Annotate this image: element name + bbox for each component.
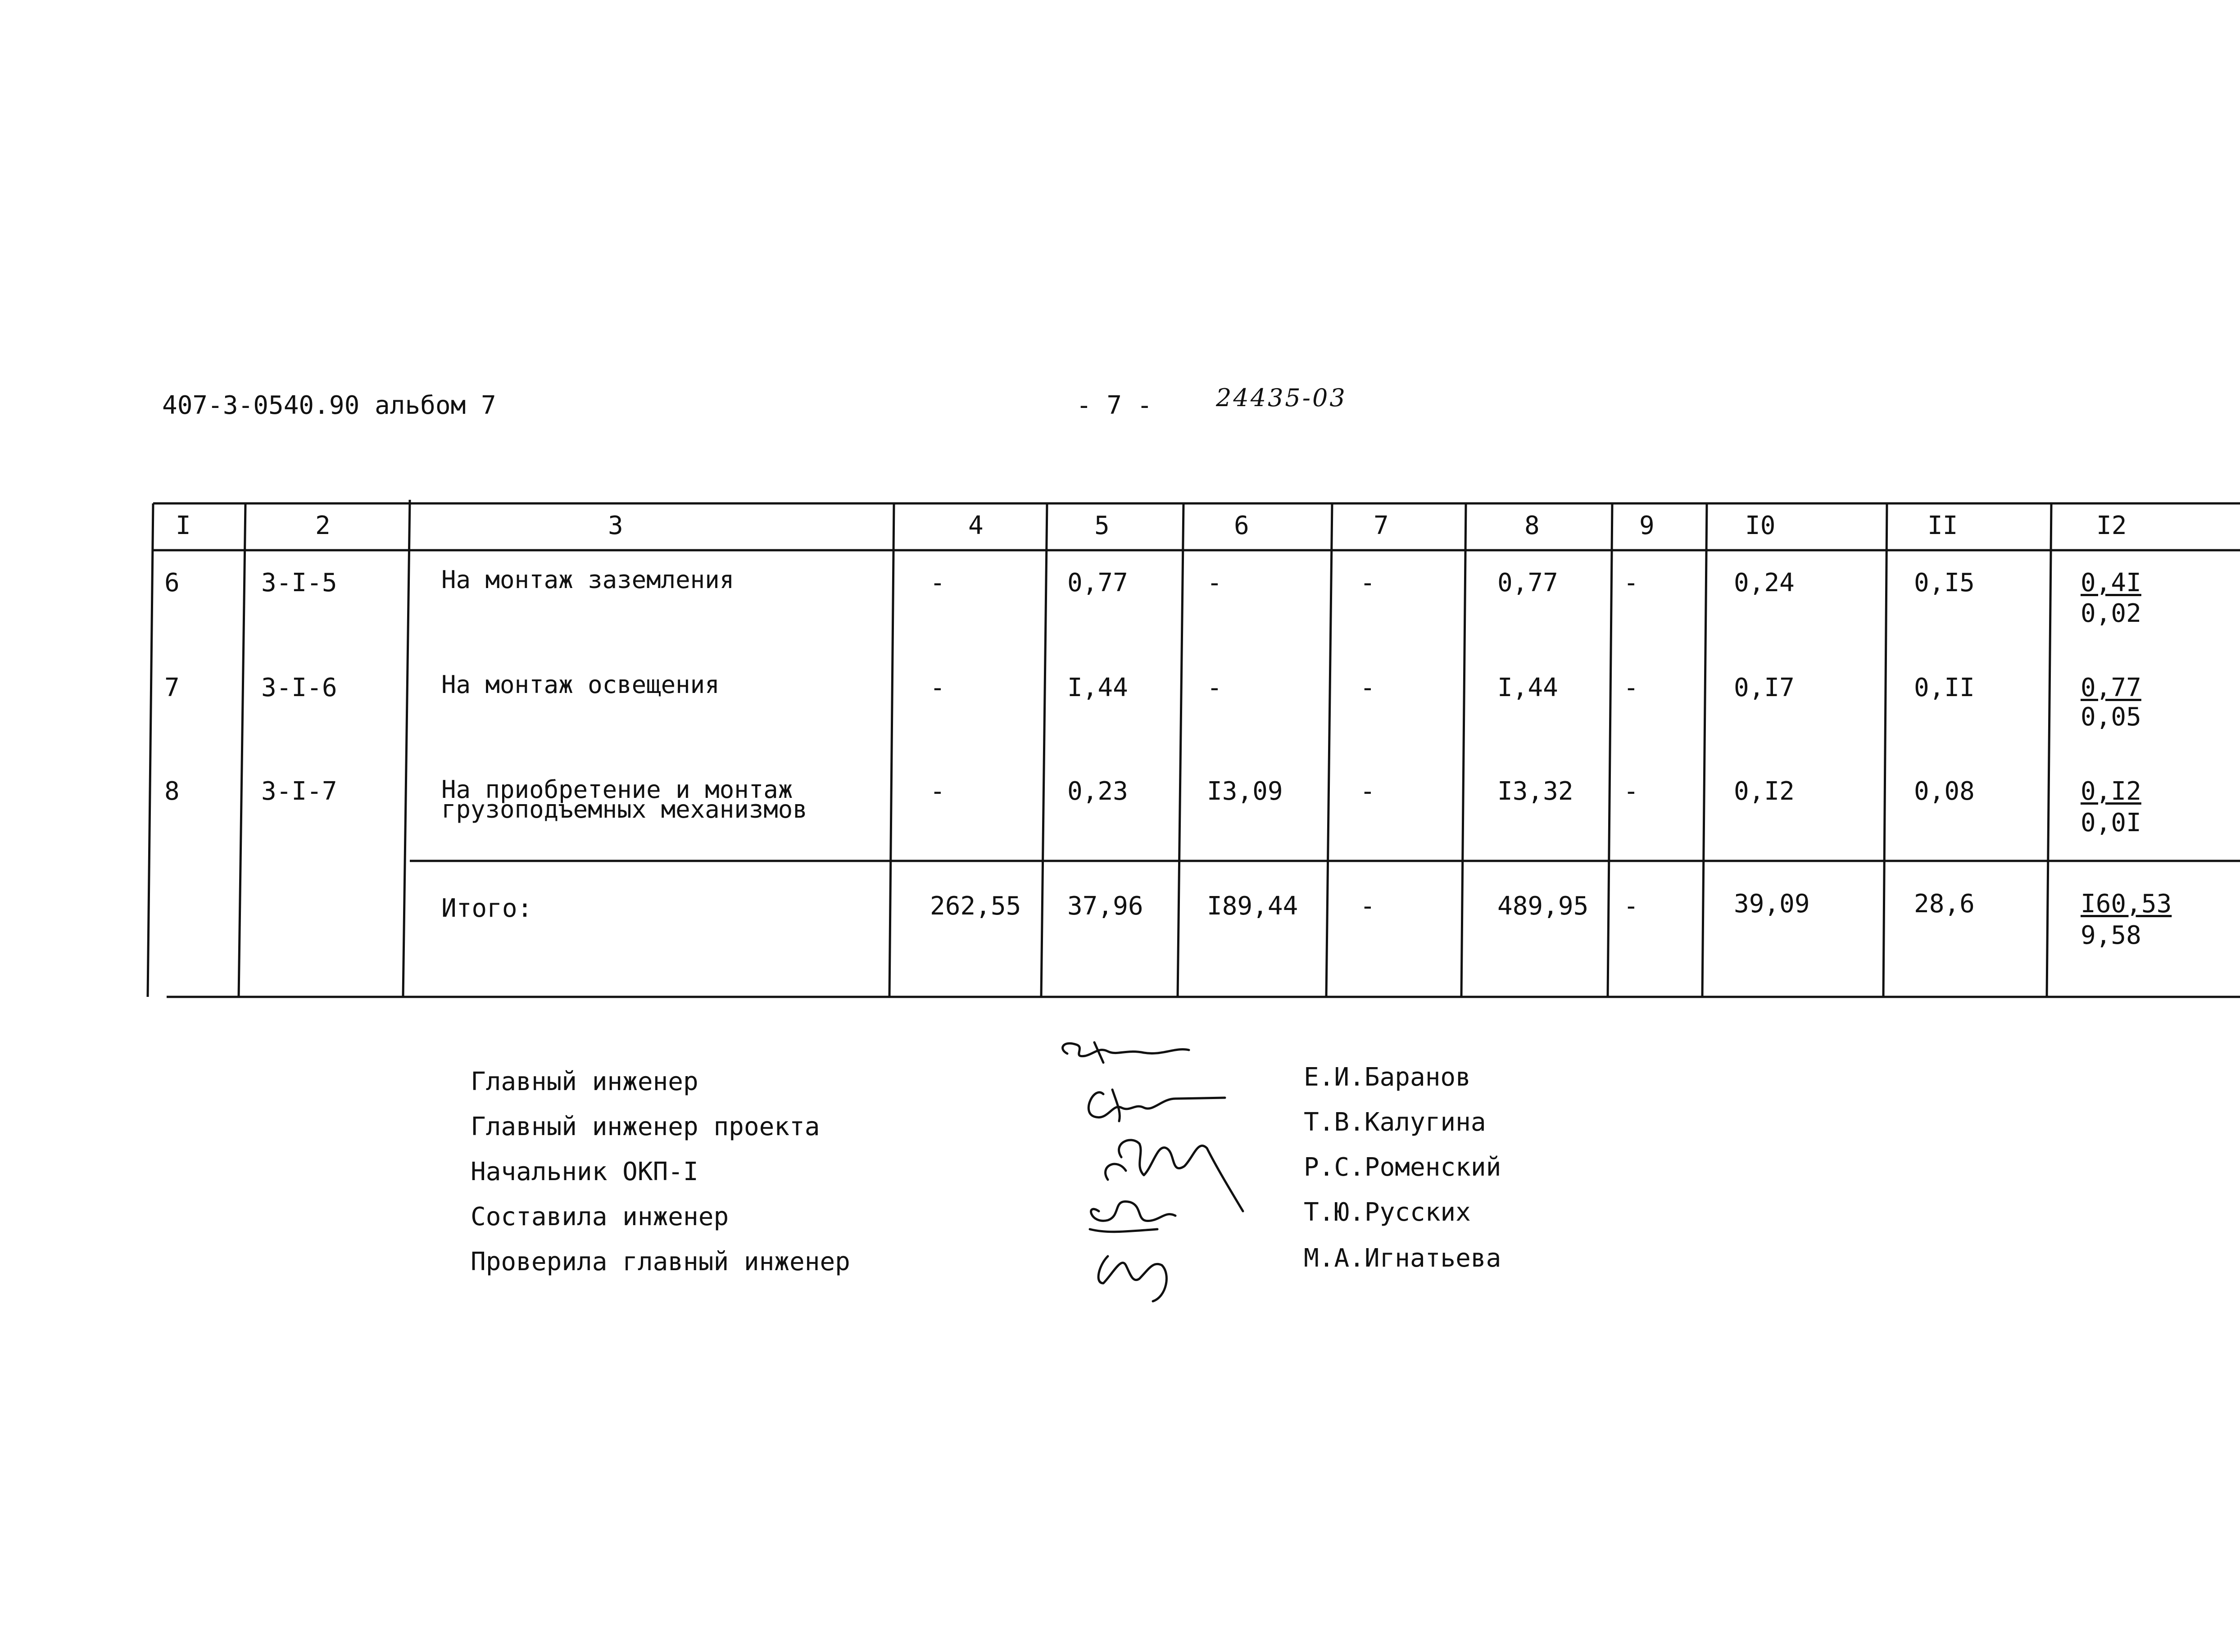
row-7-code: 3-I-6 [261,673,337,702]
col-header-2: 2 [315,511,331,540]
signature-name-4: Т.Ю.Русских [1304,1198,1471,1227]
total-c4: 262,55 [930,892,1021,921]
row-8-num: 8 [164,777,180,806]
row-6-code: 3-I-5 [261,568,337,597]
row-6-c5: 0,77 [1067,568,1128,597]
signature-name-1: Е.И.Баранов [1304,1063,1471,1092]
total-c10: 39,09 [1734,889,1810,919]
col-header-6: 6 [1234,511,1249,540]
row-8-desc: На приобретение и монтаж грузоподъемных механизмов [441,775,807,824]
row-6-num: 6 [164,568,180,597]
signature-name-5: М.А.Игнатьева [1304,1244,1501,1273]
col-header-12: I2 [2096,511,2127,540]
total-c12-bottom: 9,58 [2081,921,2141,950]
signature-role-4: Составила инженер [471,1202,729,1231]
row-6-c9: - [1623,568,1639,597]
row-7-c10: 0,I7 [1734,673,1795,702]
row-6-c11: 0,I5 [1914,568,1975,597]
col-header-9: 9 [1639,511,1655,540]
row-7-c9: - [1623,673,1639,702]
signature-role-3: Начальник ОКП-I [471,1157,698,1186]
total-c12-top: I60,53 [2081,889,2172,919]
row-8-c6: I3,09 [1207,777,1283,806]
signature-role-2: Главный инженер проекта [471,1112,820,1141]
total-c7: - [1360,892,1375,921]
col-header-7: 7 [1374,511,1389,540]
row-7-c8: I,44 [1497,673,1558,702]
row-6-c4: - [930,568,945,597]
row-7-c7: - [1360,673,1375,702]
row-6-c12-top: 0,4I [2081,568,2141,597]
total-c9: - [1623,892,1639,921]
row-7-c4: - [930,673,945,702]
col-header-11: II [1927,511,1958,540]
row-7-c5: I,44 [1067,673,1128,702]
total-c11: 28,6 [1914,889,1975,919]
signature-name-3: Р.С.Роменский [1304,1153,1501,1182]
row-6-c7: - [1360,568,1375,597]
row-6-desc: На монтаж заземления [441,566,735,594]
page-number: - 7 - [1076,391,1152,420]
row-6-c6: - [1207,568,1222,597]
row-6-c12-bottom: 0,02 [2081,599,2141,628]
total-c5: 37,96 [1067,892,1143,921]
total-c6: I89,44 [1207,892,1298,921]
row-8-c12-bottom: 0,0I [2081,808,2141,837]
col-header-5: 5 [1094,511,1110,540]
row-8-c11: 0,08 [1914,777,1975,806]
row-6-c10: 0,24 [1734,568,1795,597]
handwritten-signatures [1054,1031,1288,1310]
row-7-c11: 0,II [1914,673,1975,702]
row-8-c7: - [1360,777,1375,806]
row-8-c8: I3,32 [1497,777,1573,806]
total-c8: 489,95 [1497,892,1589,921]
row-8-c12-top: 0,I2 [2081,777,2141,806]
document-reference: 407-3-0540.90 альбом 7 [162,391,496,420]
row-8-c10: 0,I2 [1734,777,1795,806]
col-header-10: I0 [1745,511,1776,540]
row-8-c5: 0,23 [1067,777,1128,806]
signature-role-5: Проверила главный инженер [471,1247,850,1276]
handwritten-code: 24435-03 [1216,384,1347,412]
row-7-c12-bottom: 0,05 [2081,702,2141,732]
row-7-c6: - [1207,673,1222,702]
row-8-code: 3-I-7 [261,777,337,806]
total-label: Итого: [441,894,533,923]
col-header-1: I [176,511,191,540]
row-7-c12-top: 0,77 [2081,673,2141,702]
signature-role-1: Главный инженер [471,1067,698,1096]
col-header-4: 4 [968,511,984,540]
row-7-desc: На монтаж освещения [441,670,720,699]
row-8-c9: - [1623,777,1639,806]
col-header-3: 3 [608,511,623,540]
row-6-c8: 0,77 [1497,568,1558,597]
signature-name-2: Т.В.Калугина [1304,1108,1486,1137]
row-7-num: 7 [164,673,180,702]
row-8-c4: - [930,777,945,806]
col-header-8: 8 [1524,511,1540,540]
